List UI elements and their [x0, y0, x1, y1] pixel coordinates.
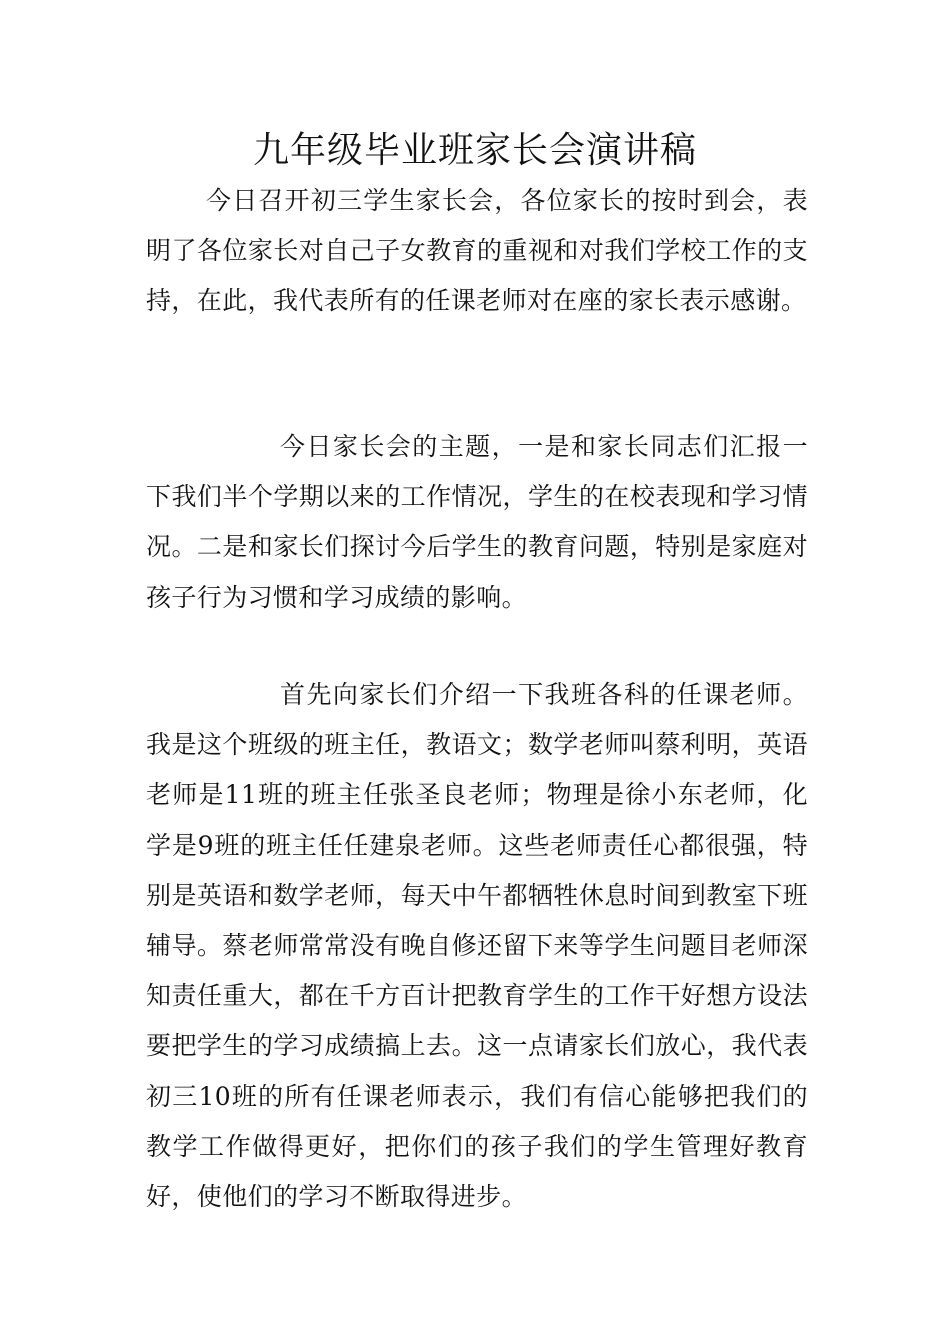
paragraph-teachers: 首先向家长们介绍一下我班各科的任课老师。我是这个班级的班主任，教语文；数学老师叫蔡利明，英语老师是11班的班主任张圣良老师；物理是徐小东老师，化学是9班的班主任任建泉老师。这些老师责任心都很强，特别是英语和数学老师，每天中午都牺牲休息时间到教室下班辅导。蔡老师常常没有晚自修还留下来等学生问题目老师深知责任重大，都在千方百计把教育学生的工作干好想方设法要把学生的学习成绩搞上去。这一点请家长们放心，我代表初三10班的所有任课老师表示，我们有信心能够把我们的教学工作做得更好，把你们的孩子我们的学生管理好教育好，使他们的学习不断取得进步。 [146, 680, 808, 1212]
paragraph-opening: 今日召开初三学生家长会，各位家长的按时到会，表明了各位家长对自己子女教育的重视和对我们学校工作的支持，在此，我代表所有的任课老师对在座的家长表示感谢。 [146, 186, 808, 316]
document-title: 九年级毕业班家长会演讲稿 [252, 130, 697, 171]
paragraph-theme: 今日家长会的主题，一是和家长同志们汇报一下我们半个学期以来的工作情况，学生的在校表现和学习情况。二是和家长们探讨今后学生的教育问题，特别是家庭对孩子行为习惯和学习成绩的影响。 [146, 432, 808, 612]
